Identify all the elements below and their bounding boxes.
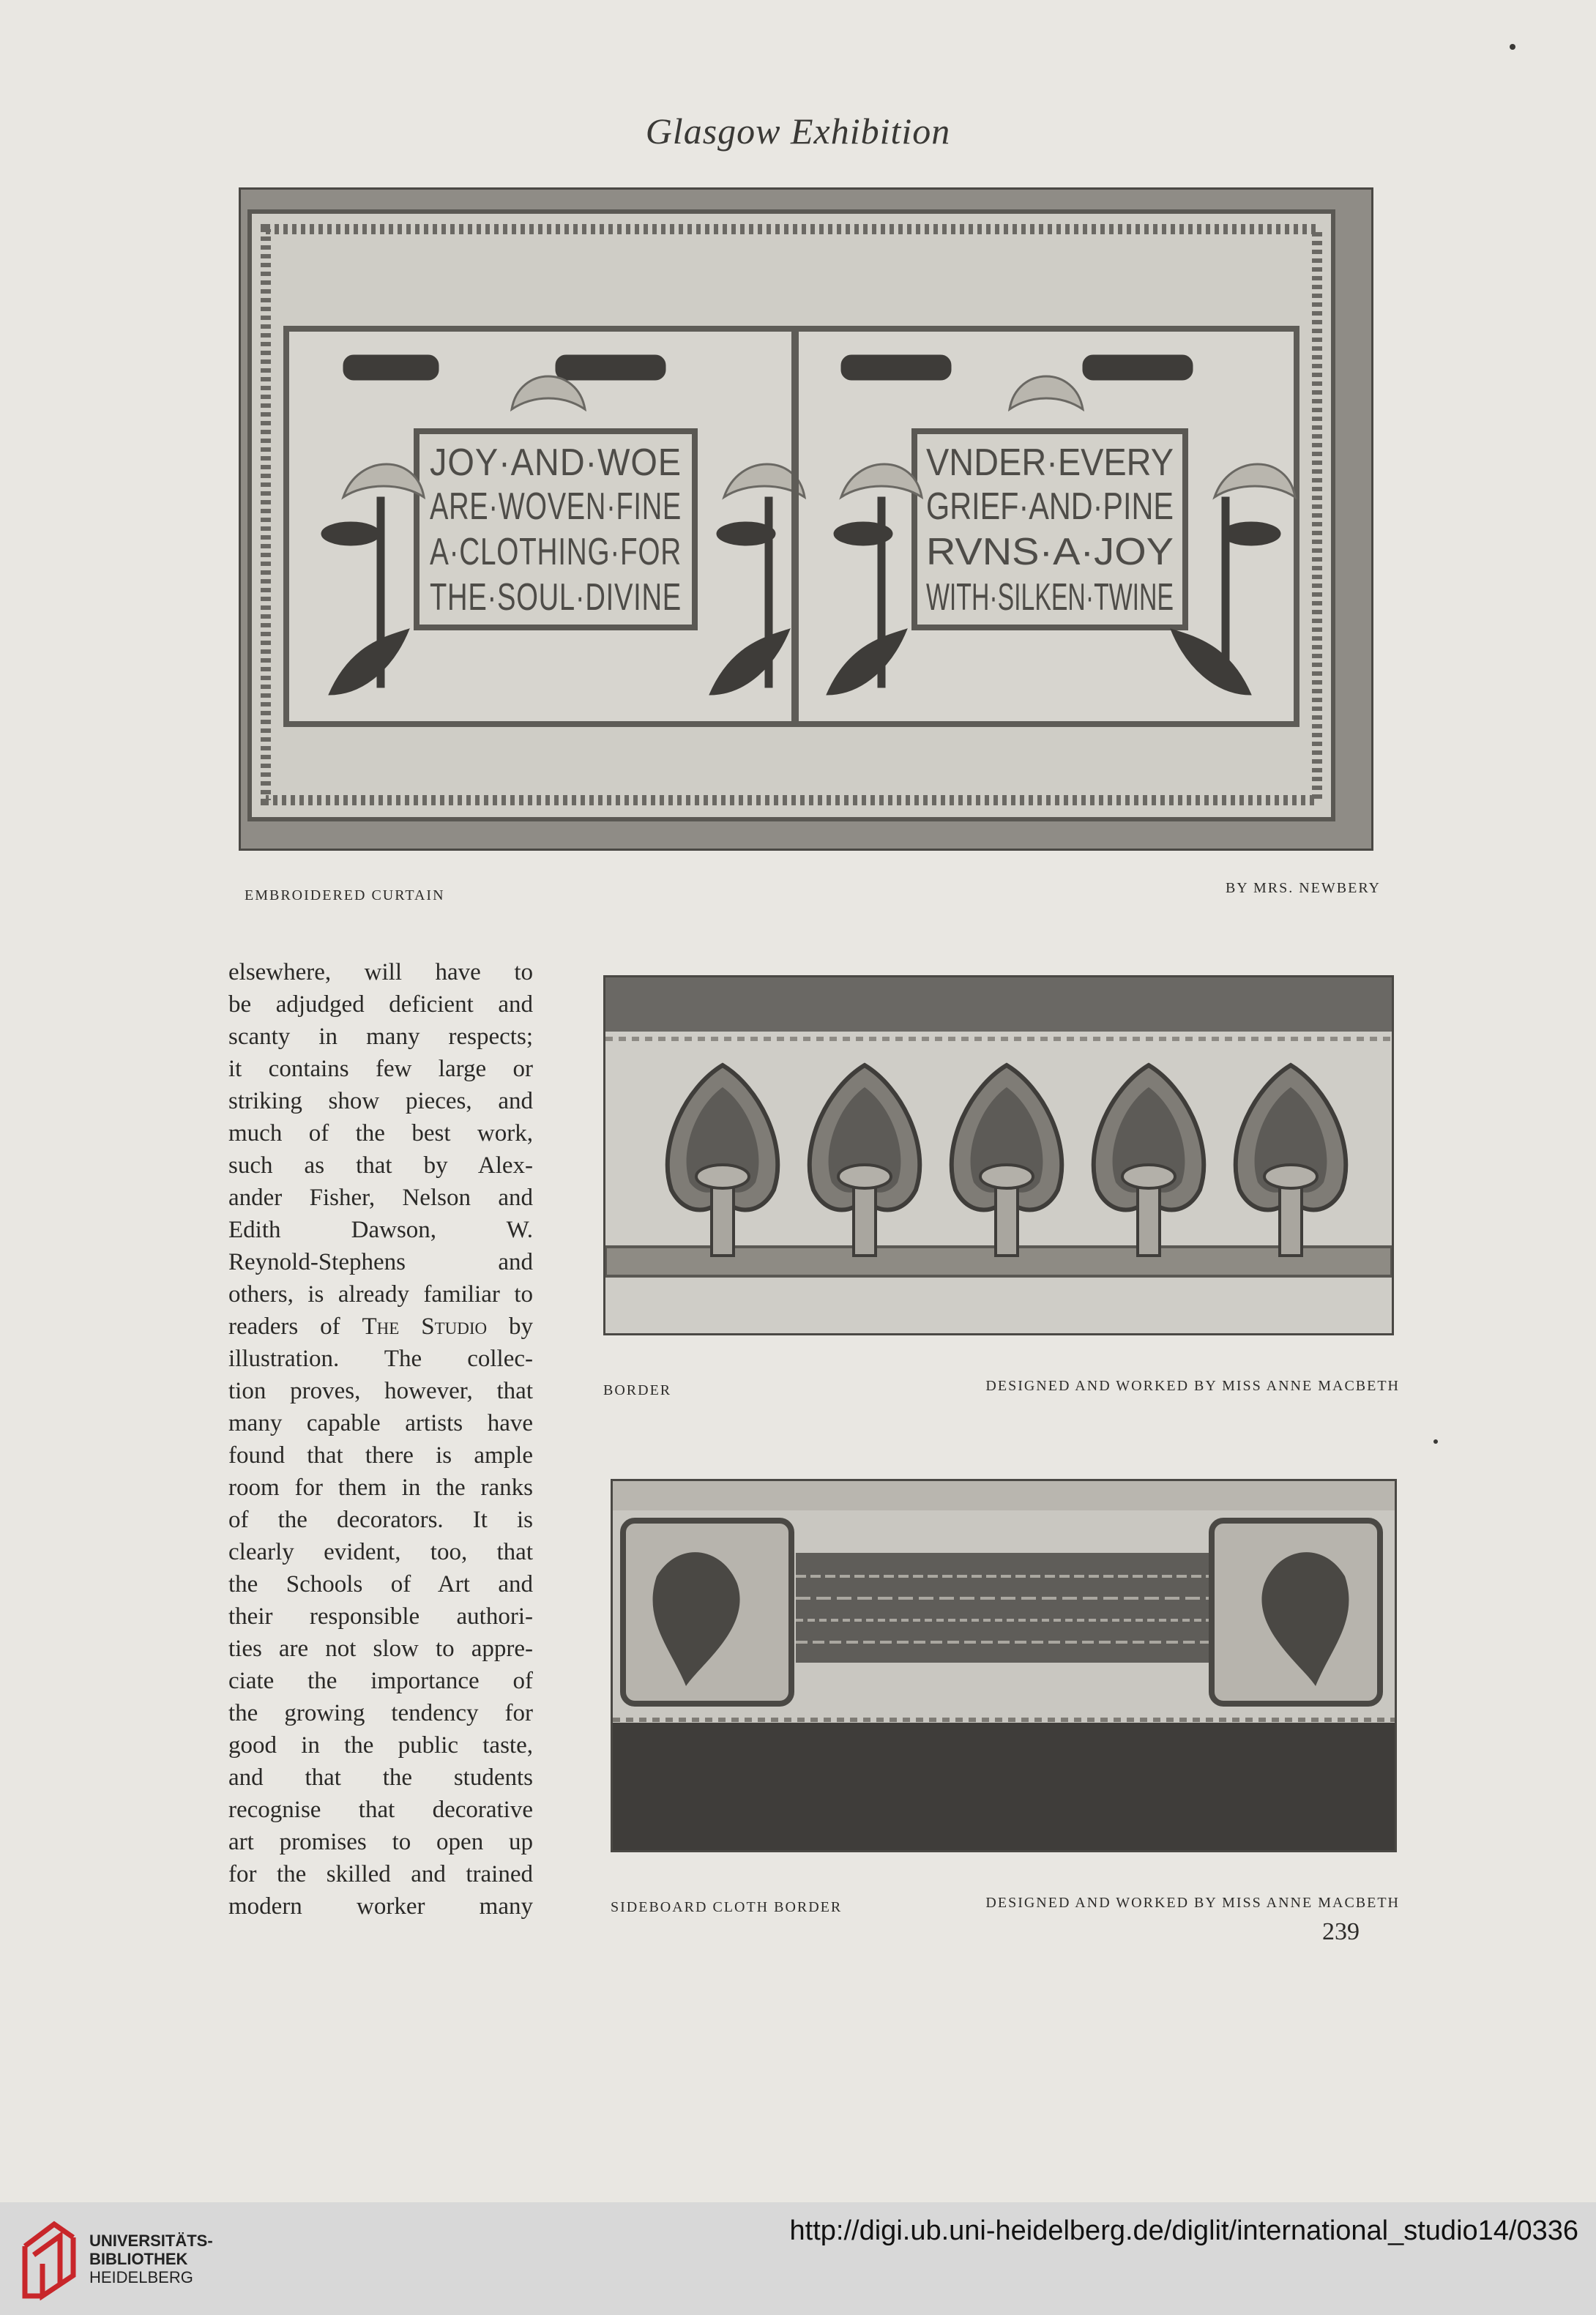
article-text-line: it contains few large or xyxy=(228,1056,533,1082)
article-text-line: recognise that decorative xyxy=(228,1797,533,1823)
article-text-line: ander Fisher, Nelson and xyxy=(228,1185,533,1211)
source-url-link[interactable]: http://digi.ub.uni-heidelberg.de/diglit/international_studio14/0336 xyxy=(789,2215,1578,2246)
curtain-caption-left: EMBROIDERED CURTAIN xyxy=(245,887,445,903)
curtain-caption-right: BY MRS. NEWBERY xyxy=(1225,880,1381,896)
running-header: Glasgow Exhibition xyxy=(645,111,951,152)
curtain-left-line-4: THE·SOUL·DIVINE xyxy=(430,576,682,619)
article-text-line: Edith Dawson, W. xyxy=(228,1217,533,1243)
article-text-line: art promises to open up xyxy=(228,1829,533,1855)
library-name-line-2: BIBLIOTHEK xyxy=(89,2250,188,2268)
curtain-right-line-3: RVNS·A·JOY xyxy=(926,531,1174,573)
curtain-right-line-1: VNDER·EVERY xyxy=(926,441,1174,484)
embroidered-curtain-image xyxy=(239,187,1373,851)
article-text-line: elsewhere, will have to xyxy=(228,959,533,985)
sideboard-caption-left: SIDEBOARD CLOTH BORDER xyxy=(611,1899,843,1915)
library-logo-icon[interactable] xyxy=(18,2217,79,2304)
page-number: 239 xyxy=(1322,1918,1360,1945)
curtain-left-line-1: JOY·AND·WOE xyxy=(430,441,682,484)
article-text-line: for the skilled and trained xyxy=(228,1861,533,1887)
curtain-right-line-4: WITH·SILKEN·TWINE xyxy=(926,576,1174,619)
article-text-line: many capable artists have xyxy=(228,1410,533,1436)
article-text-line: striking show pieces, and xyxy=(228,1088,533,1114)
article-text-line: the growing tendency for xyxy=(228,1700,533,1726)
article-text-line: good in the public taste, xyxy=(228,1732,533,1759)
sideboard-caption-right: DESIGNED AND WORKED BY MISS ANNE MACBETH xyxy=(985,1895,1400,1911)
curtain-left-line-3: A·CLOTHING·FOR xyxy=(430,531,682,573)
article-text-line: much of the best work, xyxy=(228,1120,533,1147)
article-text-line: clearly evident, too, that xyxy=(228,1539,533,1565)
curtain-right-line-2: GRIEF·AND·PINE xyxy=(926,485,1174,528)
border-caption-left: BORDER xyxy=(603,1382,672,1398)
article-text-line: scanty in many respects; xyxy=(228,1024,533,1050)
article-text-line: room for them in the ranks xyxy=(228,1475,533,1501)
sideboard-cloth-border-image xyxy=(611,1479,1397,1852)
library-name-line-3: HEIDELBERG xyxy=(89,2268,193,2286)
article-text-line: Reynold-Stephens and xyxy=(228,1249,533,1275)
border-caption-right: DESIGNED AND WORKED BY MISS ANNE MACBETH xyxy=(985,1378,1400,1394)
article-text-line: readers of The Studio by xyxy=(228,1313,533,1340)
page-speck xyxy=(1510,44,1515,50)
article-text-line: the Schools of Art and xyxy=(228,1571,533,1598)
article-text-line: others, is already familiar to xyxy=(228,1281,533,1308)
article-text-line: such as that by Alex- xyxy=(228,1152,533,1179)
library-name-line-1: UNIVERSITÄTS- xyxy=(89,2232,213,2250)
article-text xyxy=(228,956,533,1923)
article-text-line: ties are not slow to appre- xyxy=(228,1636,533,1662)
curtain-left-line-2: ARE·WOVEN·FINE xyxy=(430,485,682,528)
article-text-line: and that the students xyxy=(228,1764,533,1791)
page-speck xyxy=(1433,1439,1438,1444)
article-text-line: tion proves, however, that xyxy=(228,1378,533,1404)
article-text-line: of the decorators. It is xyxy=(228,1507,533,1533)
library-name xyxy=(89,2232,213,2286)
article-text-line: their responsible authori- xyxy=(228,1603,533,1630)
article-text-line: ciate the importance of xyxy=(228,1668,533,1694)
article-text-line: found that there is ample xyxy=(228,1442,533,1469)
border-embroidery-image xyxy=(603,975,1394,1335)
article-text-line: illustration. The collec- xyxy=(228,1346,533,1372)
article-text-line: be adjudged deficient and xyxy=(228,991,533,1018)
article-text-line: modern worker many xyxy=(228,1893,533,1920)
